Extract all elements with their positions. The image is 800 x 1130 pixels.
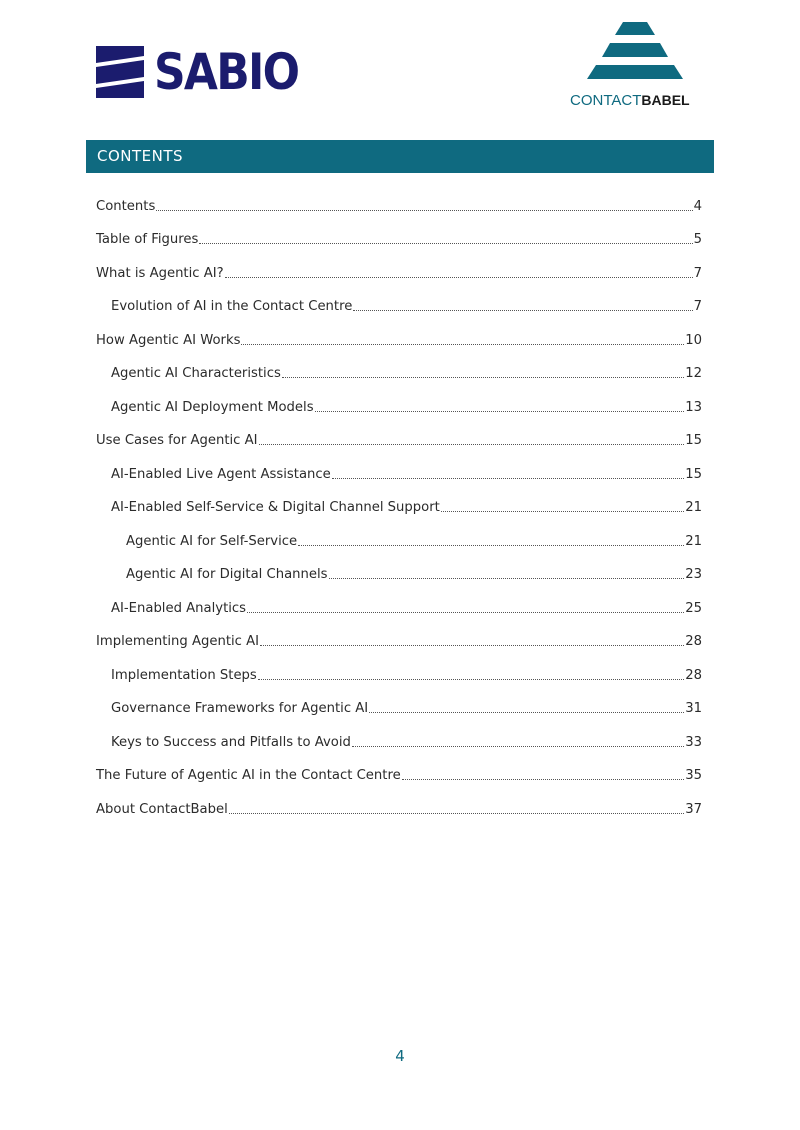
toc-entry-title: Agentic AI Characteristics — [111, 366, 281, 381]
toc-entry[interactable] — [96, 616, 702, 650]
section-title-bar — [86, 140, 714, 173]
section-title: CONTENTS — [97, 147, 184, 165]
toc-entry-title: AI-Enabled Self-Service & Digital Channel Support — [111, 500, 440, 515]
toc-entry-page: 28 — [685, 634, 702, 649]
toc-dot-leader — [282, 376, 684, 378]
toc-entry-page: 7 — [693, 265, 702, 281]
toc-entry-page: 5 — [693, 232, 702, 247]
toc-entry-page: 13 — [685, 399, 702, 415]
toc-entry[interactable] — [96, 281, 702, 315]
toc-entry-title: The Future of Agentic AI in the Contact Centre — [96, 768, 401, 783]
toc-entry-title: Agentic AI Deployment Models — [111, 399, 314, 415]
toc-entry-title: Governance Frameworks for Agentic AI — [111, 701, 369, 716]
toc-dot-leader — [259, 443, 685, 445]
toc-entry-title: Contents — [96, 198, 156, 214]
toc-entry-page: 15 — [685, 466, 702, 482]
toc-entry-title: Table of Figures — [96, 232, 199, 247]
toc-dot-leader — [315, 410, 685, 412]
toc-entry-title: How Agentic AI Works — [96, 332, 241, 348]
toc-entry-title: AI-Enabled Live Agent Assistance — [111, 466, 331, 482]
toc-entry[interactable] — [96, 683, 702, 717]
toc-dot-leader — [258, 678, 684, 680]
contactbabel-logo-part2: BABEL — [641, 92, 690, 108]
toc-dot-leader — [260, 644, 684, 646]
toc-dot-leader — [225, 276, 693, 278]
toc-entry-page: 15 — [685, 433, 702, 448]
toc-entry-title: Use Cases for Agentic AI — [96, 433, 258, 448]
toc-dot-leader — [247, 611, 684, 613]
toc-entry-title: What is Agentic AI? — [96, 265, 224, 281]
toc-dot-leader — [329, 577, 685, 579]
toc-entry-title: Evolution of AI in the Contact Centre — [111, 299, 353, 314]
toc-entry-page: 33 — [685, 734, 702, 750]
toc-dot-leader — [298, 544, 684, 546]
page-header — [0, 0, 800, 135]
toc-entry-page: 37 — [685, 801, 702, 817]
toc-entry[interactable] — [96, 750, 702, 784]
toc-entry-page: 4 — [693, 198, 702, 214]
contactbabel-logo-text — [570, 92, 700, 109]
toc-dot-leader — [241, 343, 684, 345]
toc-entry[interactable] — [96, 716, 702, 750]
toc-entry[interactable] — [96, 314, 702, 348]
toc-entry[interactable] — [96, 515, 702, 549]
toc-entry-page: 12 — [685, 366, 702, 381]
toc-entry[interactable] — [96, 214, 702, 248]
toc-dot-leader — [229, 812, 684, 814]
toc-entry[interactable] — [96, 582, 702, 616]
toc-entry-title: Implementing Agentic AI — [96, 634, 260, 649]
toc-dot-leader — [402, 778, 685, 780]
toc-entry[interactable] — [96, 381, 702, 415]
toc-entry-title: AI-Enabled Analytics — [111, 600, 247, 616]
toc-entry-page: 10 — [685, 332, 702, 348]
toc-entry-page: 25 — [685, 600, 702, 616]
table-of-contents — [96, 180, 702, 817]
page-number: 4 — [395, 1047, 405, 1065]
toc-entry[interactable] — [96, 348, 702, 382]
toc-entry[interactable] — [96, 415, 702, 449]
contactbabel-logo-part1: CONTACT — [570, 92, 642, 109]
toc-entry-page: 7 — [693, 299, 702, 314]
contactbabel-pyramid-icon — [579, 22, 691, 90]
sabio-logo — [96, 43, 318, 101]
toc-entry-page: 23 — [685, 567, 702, 582]
toc-dot-leader — [352, 745, 684, 747]
toc-entry-title: Agentic AI for Digital Channels — [126, 567, 328, 582]
toc-dot-leader — [369, 711, 684, 713]
toc-dot-leader — [199, 242, 692, 244]
toc-entry[interactable] — [96, 180, 702, 214]
sabio-logo-text: SABIO — [154, 43, 299, 101]
contactbabel-logo — [570, 22, 700, 109]
toc-entry-title: Keys to Success and Pitfalls to Avoid — [111, 734, 351, 750]
toc-entry[interactable] — [96, 783, 702, 817]
toc-dot-leader — [332, 477, 684, 479]
toc-entry-title: Implementation Steps — [111, 667, 257, 683]
toc-dot-leader — [441, 510, 684, 512]
toc-entry-page: 21 — [685, 500, 702, 515]
toc-dot-leader — [353, 309, 692, 311]
toc-entry[interactable] — [96, 247, 702, 281]
toc-entry[interactable] — [96, 549, 702, 583]
toc-entry-page: 31 — [685, 701, 702, 716]
toc-entry-page: 28 — [685, 667, 702, 683]
toc-entry-page: 21 — [685, 533, 702, 549]
toc-entry-page: 35 — [685, 768, 702, 783]
toc-entry-title: About ContactBabel — [96, 801, 228, 817]
toc-entry[interactable] — [96, 448, 702, 482]
sabio-logo-mark-icon — [96, 46, 144, 98]
toc-dot-leader — [156, 209, 692, 211]
toc-entry[interactable] — [96, 649, 702, 683]
toc-entry[interactable] — [96, 482, 702, 516]
toc-entry-title: Agentic AI for Self-Service — [126, 533, 298, 549]
